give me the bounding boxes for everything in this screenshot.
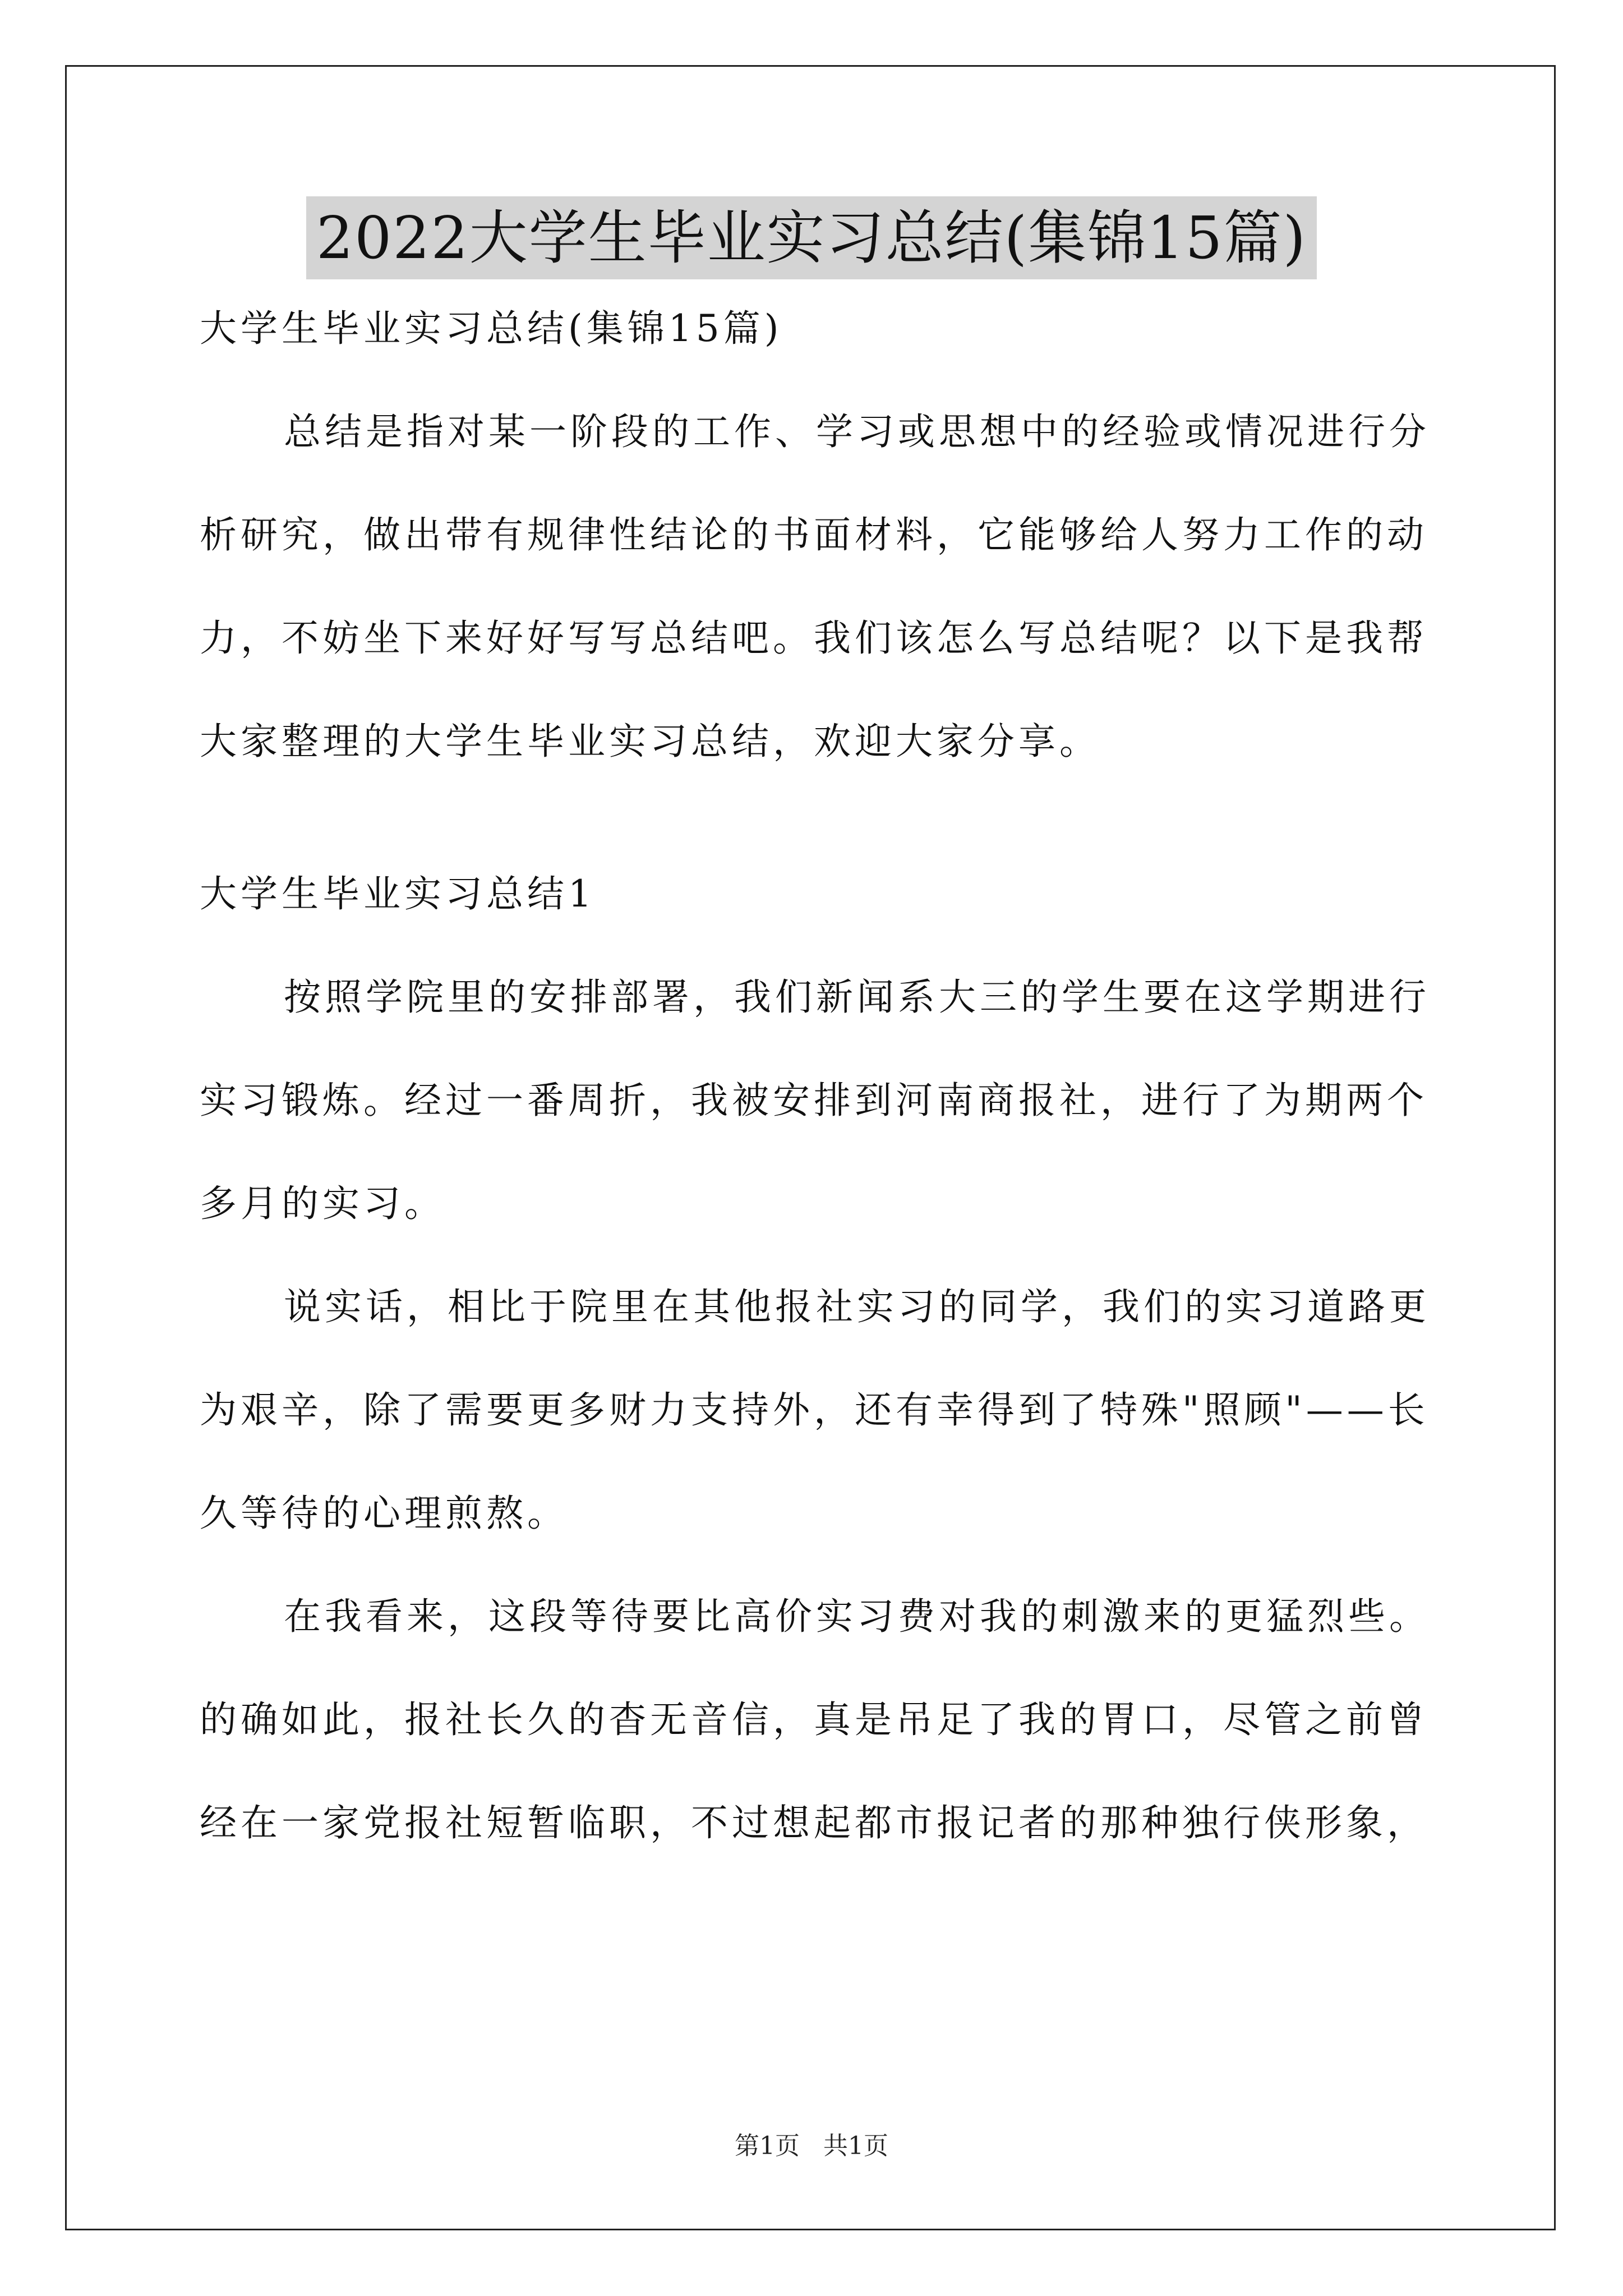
intro-paragraph	[200, 406, 1430, 767]
paragraph-line: 久等待的心理煎熬。	[200, 1492, 568, 1535]
section-heading: 大学生毕业实习总结1	[200, 872, 596, 915]
paragraph-line: 实习锻炼。经过一番周折，我被安排到河南商报社，进行了为期两个	[200, 1079, 1428, 1122]
paragraph-line: 为艰辛，除了需要更多财力支持外，还有幸得到了特殊"照顾"——长	[200, 1388, 1429, 1432]
paragraph-line: 在我看来，这段等待要比高价实习费对我的刺激来的更猛烈些。	[284, 1595, 1430, 1638]
paragraph-line: 经在一家党报社短暂临职，不过想起都市报记者的那种独行侠形象，	[200, 1801, 1428, 1844]
paragraph-line: 的确如此，报社长久的杳无音信，真是吊足了我的胃口，尽管之前曾	[200, 1698, 1428, 1741]
paragraph-line: 析研究，做出带有规律性结论的书面材料，它能够给人努力工作的动	[200, 513, 1428, 556]
paragraph-3	[200, 1591, 1430, 1849]
paragraph-line: 按照学院里的安排部署，我们新闻系大三的学生要在这学期进行	[284, 976, 1430, 1019]
document-title: 2022大学生毕业实习总结(集锦15篇)	[306, 196, 1317, 279]
document-body	[200, 303, 1430, 1901]
paragraph-line: 多月的实习。	[200, 1182, 445, 1225]
page-total: 共1页	[823, 2132, 888, 2160]
paragraph-1	[200, 972, 1430, 1230]
paragraph-line: 大家整理的大学生毕业实习总结，欢迎大家分享。	[200, 720, 1100, 763]
document-subtitle: 大学生毕业实习总结(集锦15篇)	[200, 307, 783, 350]
paragraph-line: 总结是指对某一阶段的工作、学习或思想中的经验或情况进行分	[284, 410, 1430, 453]
paragraph-line: 说实话，相比于院里在其他报社实习的同学，我们的实习道路更	[284, 1285, 1430, 1328]
page-number: 第1页	[735, 2132, 800, 2160]
paragraph-2	[200, 1281, 1430, 1539]
page-footer	[0, 2129, 1623, 2163]
title-container	[0, 196, 1623, 279]
paragraph-line: 力，不妨坐下来好好写写总结吧。我们该怎么写总结呢？以下是我帮	[200, 616, 1428, 660]
